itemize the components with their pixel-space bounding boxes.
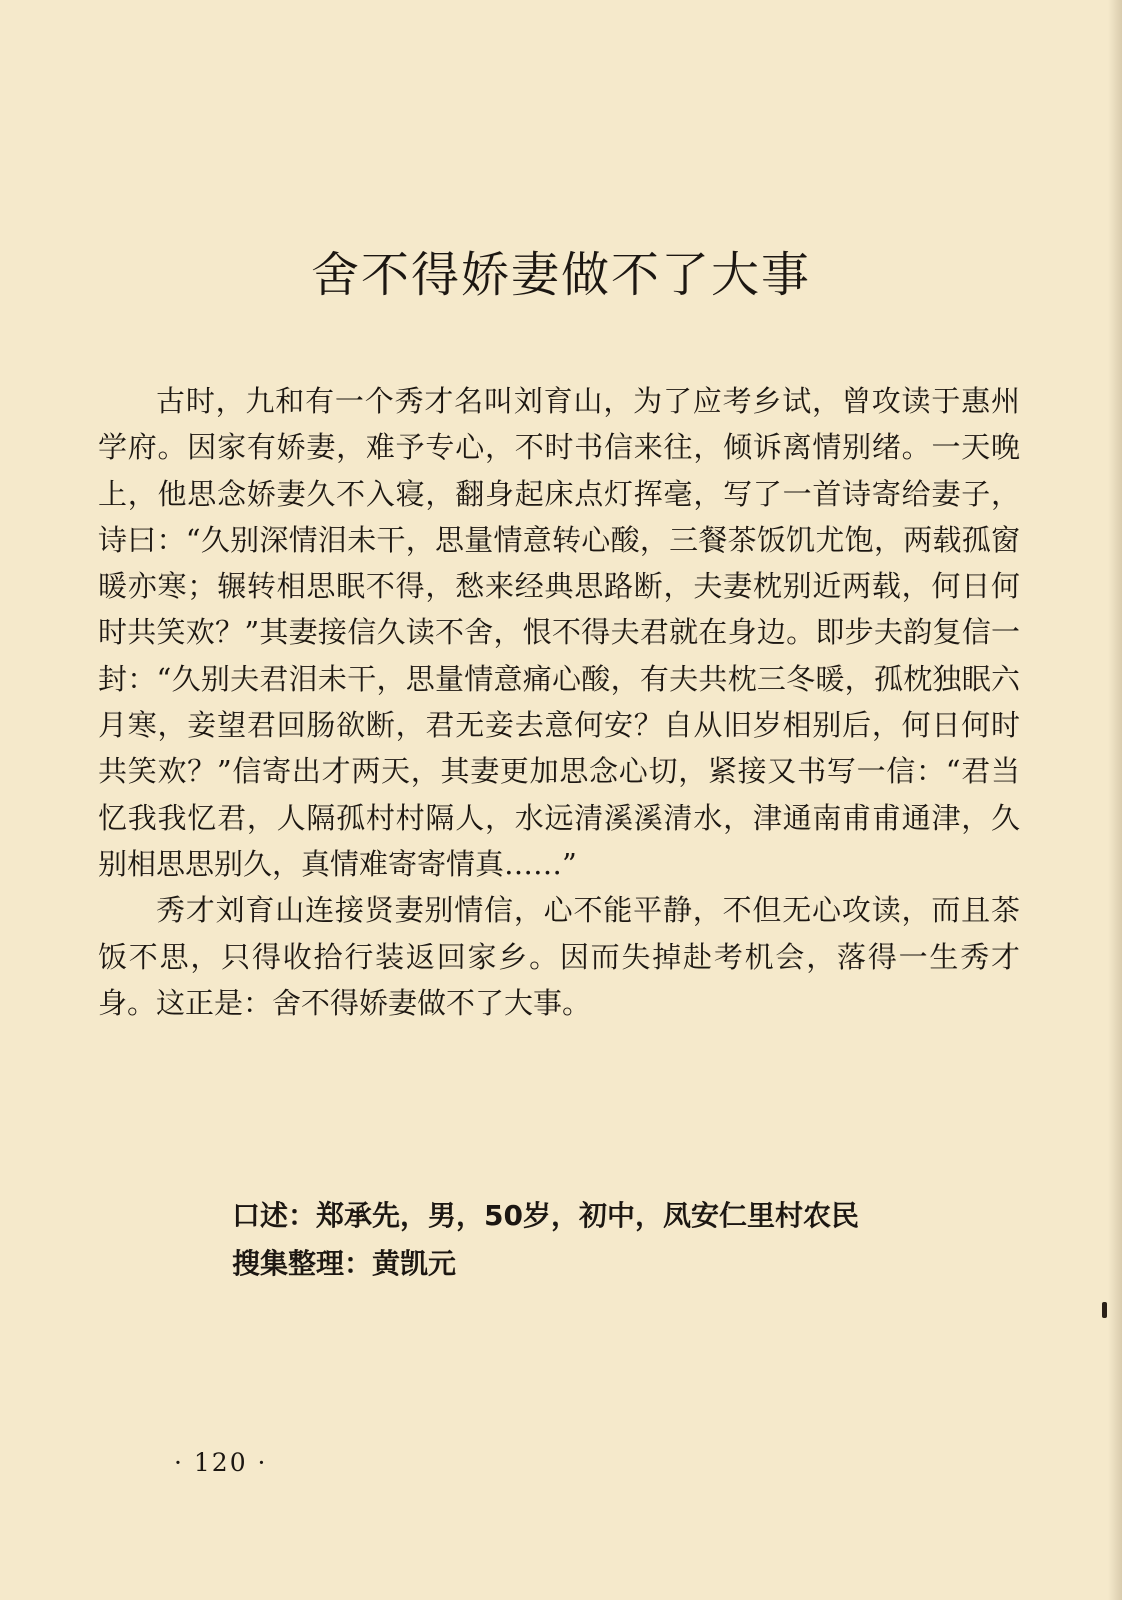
story-credits: [232, 1192, 859, 1288]
story-paragraph-2: 秀才刘育山连接贤妻别情信，心不能平静，不但无心攻读，而且茶饭不思，只得收拾行装返回家乡。因而失掉赴考机会，落得一生秀才身。这正是：舍不得娇妻做不了大事。: [98, 893, 1020, 1020]
collector-credit: 搜集整理：黄凯元: [232, 1247, 457, 1280]
ink-speck: [1102, 1302, 1107, 1318]
page-edge-shadow: [1108, 0, 1122, 1600]
story-paragraph-1: 古时，九和有一个秀才名叫刘育山，为了应考乡试，曾攻读于惠州学府。因家有娇妻，难予专心，不时书信来往，倾诉离情别绪。一天晚上，他思念娇妻久不入寝，翻身起床点灯挥毫，写了一首诗寄给妻子，诗曰：“久别深情泪未干，思量情意转心酸，三餐茶饭饥尤饱，两载孤窗暖亦寒；辗转相思眠不得，愁来经典思路断，夫妻枕别近两载，何日何时共笑欢？”其妻接信久读不舍，恨不得夫君就在身边。即步夫韵复信一封：“久别夫君泪未干，思量情意痛心酸，有夫共枕三冬暖，孤枕独眠六月寒，妾望君回肠欲断，君无妾去意何安？自从旧岁相别后，何日何时共笑欢？”信寄出才两天，其妻更加思念心切，紧接又书写一信：“君当忆我我忆君，人隔孤村村隔人，水远清溪溪清水，津通南甫甫通津，久别相思思别久，真情难寄寄情真……”: [98, 384, 1020, 881]
story-body: [98, 378, 1020, 1026]
page-number: · 120 ·: [174, 1448, 268, 1477]
story-title: 舍不得娇妻做不了大事: [310, 247, 811, 303]
narrator-credit: 口述：郑承先，男，50岁，初中，凤安仁里村农民: [232, 1199, 859, 1232]
